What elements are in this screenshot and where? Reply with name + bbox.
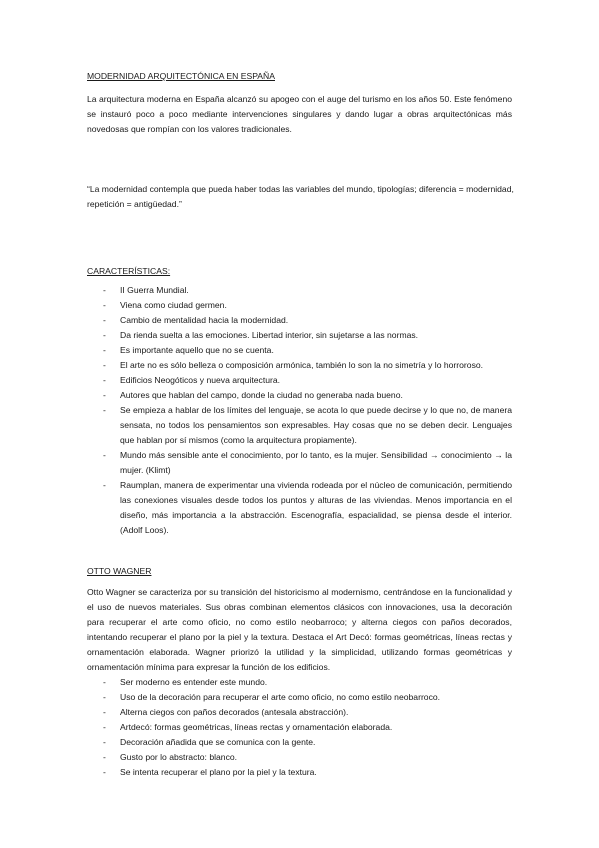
list-item (87, 720, 512, 735)
wagner-paragraph: Otto Wagner se caracteriza por su transición del historicismo al modernismo, centrándose en la funcionalidad y el uso de nuevos materiales. Sus obras combinan elementos clásicos con innovaciones, usa la decoración para recuperar el arte como oficio, no como estilo neobarroco; y alterna ciegos con paños decorados, intentando recuperar el plano por la piel y la textura. Destaca el Art Decó: formas geométricas, líneas rectas y ornamentación elaborada. Wagner priorizó la utilidad y la simplicidad, utilizando formas geométricas y ornamentación mínima para expresar la función de los edificios. (87, 587, 512, 672)
list-item-text: Gusto por lo abstracto: blanco. (120, 752, 238, 762)
bullet-mark: - (103, 722, 106, 732)
list-item-text: Alterna ciegos con paños decorados (antesala abstracción). (120, 707, 349, 717)
list-item (87, 343, 512, 358)
list-item-text: Mundo más sensible ante el conocimiento, por lo tanto, es la mujer. Sensibilidad → conocimiento → la mujer. (Klimt) (120, 450, 512, 475)
list-item-text: Raumplan, manera de experimentar una vivienda rodeada por el núcleo de comunicación, permitiendo las conexiones visuales desde todos los puntos y alturas de las viviendas. Menos importancia en el diseño, más importancia a la abstracción. Escenografía, espacialidad, se piensa desde el interior. (Adolf Loos). (120, 480, 512, 535)
list-item-text: Cambio de mentalidad hacia la modernidad. (120, 315, 289, 325)
list-item (87, 448, 512, 478)
list-item (87, 765, 512, 780)
list-item-text: Edificios Neogóticos y nueva arquitectura. (120, 375, 281, 385)
bullet-mark: - (103, 677, 106, 687)
bullet-mark: - (103, 450, 106, 460)
list-item-text: Se intenta recuperar el plano por la piel y la textura. (120, 767, 317, 777)
list-item (87, 313, 512, 328)
quote-text: “La modernidad contempla que pueda haber todas las variables del mundo, tipologías; diferencia = modernidad, repetición = antigüedad.” (87, 184, 514, 209)
bullet-mark: - (103, 692, 106, 702)
caracteristicas-list-container (87, 283, 512, 538)
bullet-mark: - (103, 345, 106, 355)
bullet-mark: - (103, 767, 106, 777)
bullet-mark: - (103, 300, 106, 310)
list-item-text: Autores que hablan del campo, donde la ciudad no generaba nada bueno. (120, 390, 403, 400)
list-item (87, 403, 512, 448)
list-item-text: Da rienda suelta a las emociones. Libertad interior, sin sujetarse a las normas. (120, 330, 419, 340)
wagner-list (87, 675, 512, 780)
list-item-text: El arte no es sólo belleza o composición armónica, también lo son la no simetría y lo horroroso. (120, 360, 484, 370)
list-item-text: Se empieza a hablar de los límites del lenguaje, se acota lo que puede decirse y lo que no, de manera sensata, no todos los pensamientos son expresables. Hay cosas que no se deben decir. Lenguajes que hablan por sí mismos (como la arquitectura propiamente). (120, 405, 512, 445)
bullet-mark: - (103, 707, 106, 717)
caracteristicas-list (87, 283, 512, 538)
bullet-mark: - (103, 360, 106, 370)
bullet-mark: - (103, 285, 106, 295)
list-item-text: Uso de la decoración para recuperar el arte como oficio, no como estilo neobarroco. (120, 692, 441, 702)
bullet-mark: - (103, 737, 106, 747)
list-item (87, 750, 512, 765)
intro-paragraph: La arquitectura moderna en España alcanzó su apogeo con el auge del turismo en los años 50. Este fenómeno se instauró poco a poco mediante intervenciones singulares y dando lugar a obras arquitectónicas más novedosas que rompían con los valores tradicionales. (87, 94, 512, 134)
list-item (87, 358, 512, 373)
section-title-caracteristicas: CARACTERÍSTICAS: (87, 266, 171, 276)
bullet-mark: - (103, 390, 106, 400)
bullet-mark: - (103, 315, 106, 325)
list-item (87, 373, 512, 388)
list-item-text: Es importante aquello que no se cuenta. (120, 345, 274, 355)
list-item (87, 675, 512, 690)
section-title-otto-wagner: OTTO WAGNER (87, 566, 152, 576)
list-item-text: Artdecó: formas geométricas, líneas rectas y ornamentación elaborada. (120, 722, 393, 732)
bullet-mark: - (103, 375, 106, 385)
list-item (87, 388, 512, 403)
list-item (87, 298, 512, 313)
list-item-text: Ser moderno es entender este mundo. (120, 677, 268, 687)
list-item (87, 735, 512, 750)
wagner-list-container (87, 675, 512, 780)
section-title-modernidad: MODERNIDAD ARQUITECTÓNICA EN ESPAÑA (87, 71, 275, 81)
bullet-mark: - (103, 752, 106, 762)
bullet-mark: - (103, 330, 106, 340)
list-item-text: II Guerra Mundial. (120, 285, 189, 295)
list-item (87, 328, 512, 343)
list-item (87, 478, 512, 538)
list-item-text: Viena como ciudad germen. (120, 300, 227, 310)
list-item (87, 283, 512, 298)
list-item-text: Decoración añadida que se comunica con la gente. (120, 737, 316, 747)
list-item (87, 705, 512, 720)
list-item (87, 690, 512, 705)
bullet-mark: - (103, 480, 106, 490)
bullet-mark: - (103, 405, 106, 415)
